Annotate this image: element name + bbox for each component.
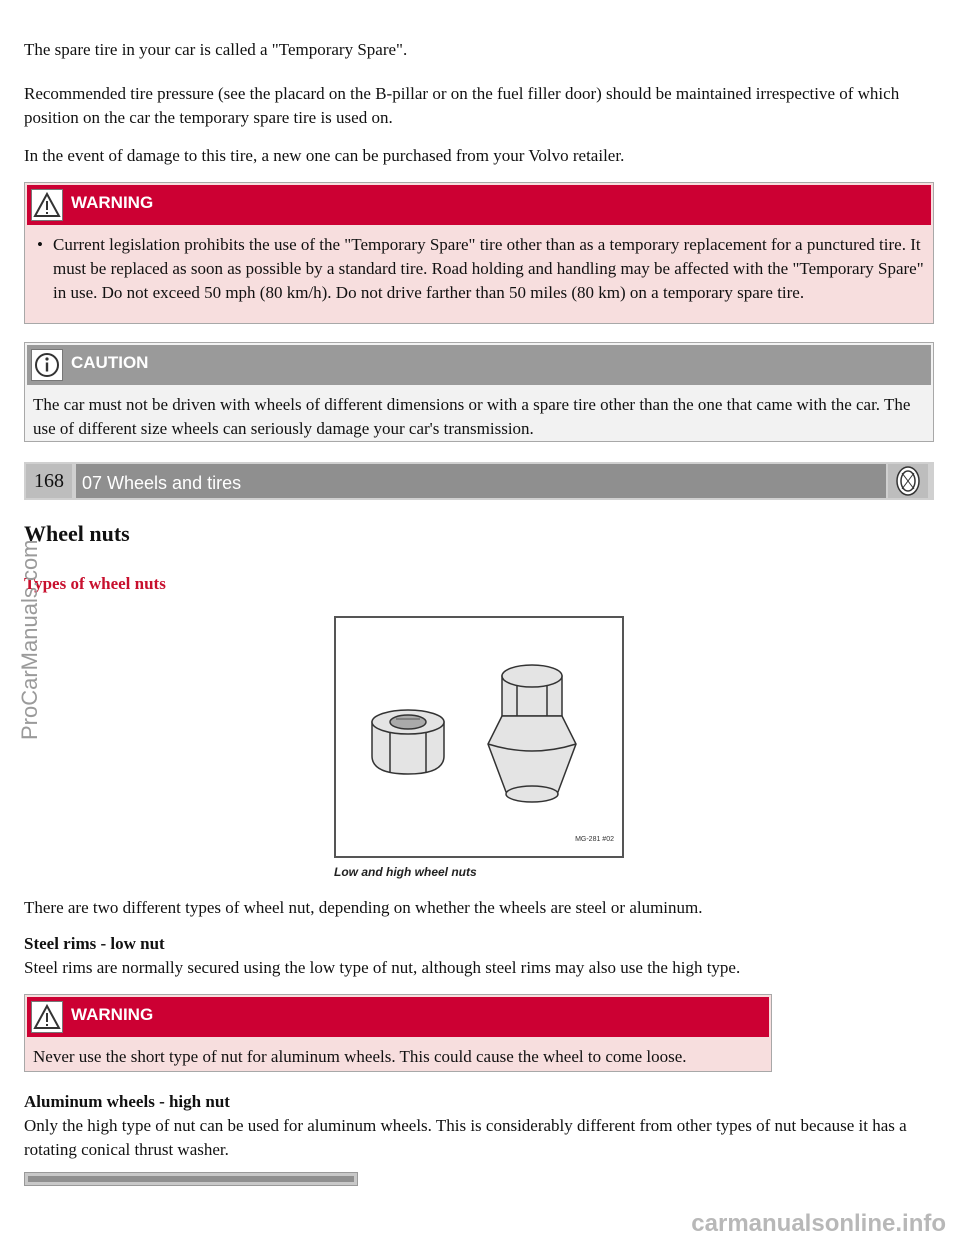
intro-paragraph-3: In the event of damage to this tire, a new one can be purchased from your Volvo retailer. <box>24 146 625 165</box>
figure-code: MG-281 #02 <box>575 836 614 843</box>
warning-bullet-item: • Current legislation prohibits the use of the "Temporary Spare" tire other than as a temporary replacement for a punctured tire. It must be replaced as soon as possible by a standard tire. Road holding and handling may be affected with the "Temporary Spare" in use. Do not exceed 50 mph (80 km/h). Do not drive farther than 50 miles (80 km) on a temporary spare tire. <box>33 233 925 305</box>
tire-icon <box>888 464 928 498</box>
watermark-text: ProCarManuals.com <box>17 539 42 740</box>
info-icon <box>31 349 63 381</box>
section-subtitle: Types of wheel nuts <box>24 574 166 593</box>
chapter-title: 07 Wheels and tires <box>76 464 886 498</box>
caution-box <box>24 342 934 442</box>
warning-title: WARNING <box>71 1005 154 1024</box>
body-paragraph-types: There are two different types of wheel nut, depending on whether the wheels are steel or aluminum. <box>24 898 703 917</box>
page-number: 168 <box>26 464 72 498</box>
steel-rims-heading: Steel rims - low nut <box>24 934 165 953</box>
warning-body <box>27 225 931 309</box>
next-box-header-fragment <box>24 1172 358 1186</box>
low-nut-drawing <box>372 710 444 774</box>
intro-paragraph-1: The spare tire in your car is called a "Temporary Spare". <box>24 40 408 59</box>
warning-triangle-icon <box>31 1001 63 1033</box>
caution-body <box>27 385 931 445</box>
aluminum-wheels-heading: Aluminum wheels - high nut <box>24 1092 230 1111</box>
warning-header <box>27 185 931 225</box>
wheel-nuts-figure <box>334 616 624 858</box>
chapter-header-bar <box>24 462 934 500</box>
caution-header <box>27 345 931 385</box>
figure-caption: Low and high wheel nuts <box>334 865 477 879</box>
warning-triangle-icon <box>31 189 63 221</box>
section-title: Wheel nuts <box>24 521 130 546</box>
aluminum-wheels-text: Only the high type of nut can be used for aluminum wheels. This is considerably different from other types of nut because it has a rotating conical thrust washer. <box>24 1116 907 1159</box>
warning-box-temporary-spare <box>24 182 934 324</box>
high-nut-drawing <box>488 665 576 802</box>
warning-header <box>27 997 769 1037</box>
caution-title: CAUTION <box>71 353 149 372</box>
caution-text: The car must not be driven with wheels of different dimensions or with a spare tire other than the one that came with the car. The use of different size wheels can seriously damage your car's transmission. <box>33 395 911 438</box>
footer-site-logo: carmanualsonline.info <box>691 1210 946 1237</box>
warning-title: WARNING <box>71 193 154 212</box>
warning-box-short-nut <box>24 994 772 1072</box>
steel-rims-text: Steel rims are normally secured using the low type of nut, although steel rims may also use the high type. <box>24 958 741 977</box>
warning-body <box>27 1037 769 1073</box>
warning-text: Never use the short type of nut for aluminum wheels. This could cause the wheel to come loose. <box>33 1047 687 1066</box>
wheel-nuts-illustration <box>336 618 622 856</box>
intro-paragraph-2: Recommended tire pressure (see the placard on the B-pillar or on the fuel filler door) should be maintained irrespective of which position on the car the temporary spare tire is used on. <box>24 84 900 127</box>
